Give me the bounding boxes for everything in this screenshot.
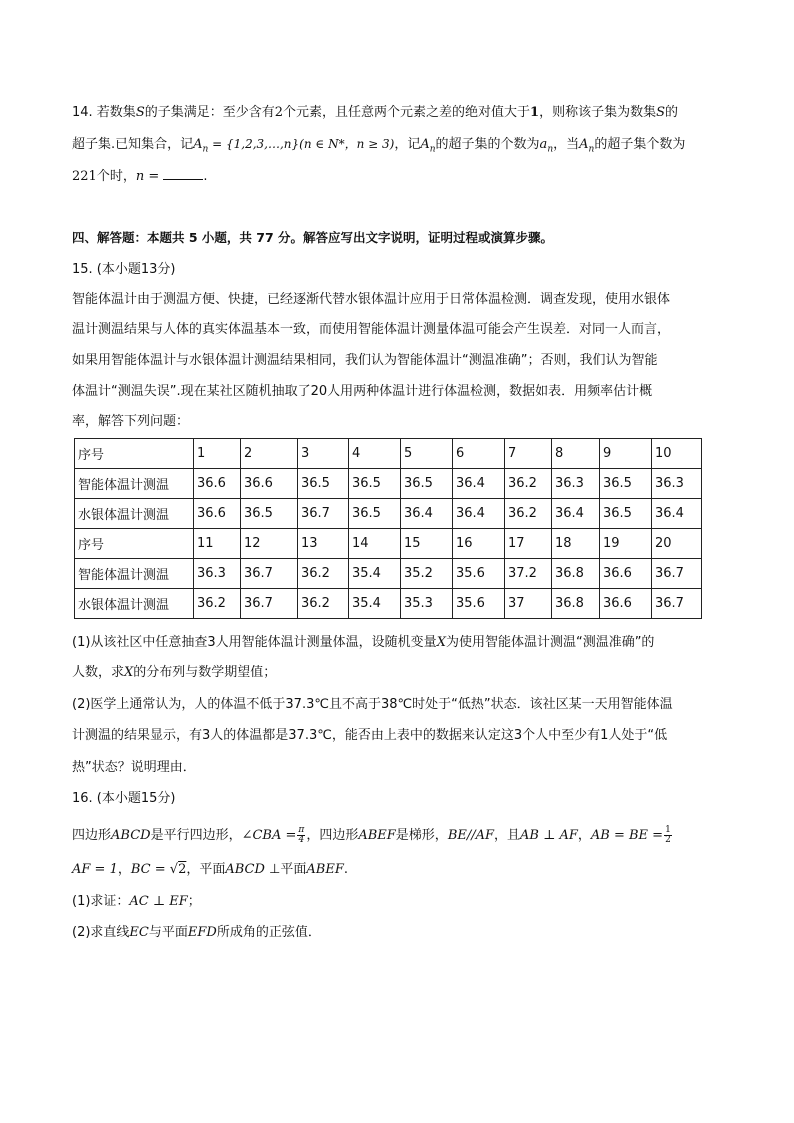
table-cell: 36.4	[453, 469, 505, 499]
table-cell: 36.5	[600, 469, 652, 499]
table-cell: 3	[298, 439, 349, 469]
math-sub-n: n	[547, 144, 554, 155]
q14-text: 的	[665, 105, 679, 120]
table-cell: 13	[298, 529, 349, 559]
q15-para: 如果用智能体温计与水银体温计测温结果相同，我们认为智能体温计“测温准确”；否则，我们认为智能	[72, 353, 658, 368]
table-cell: 36.5	[241, 499, 298, 529]
table-cell: 36.4	[552, 499, 600, 529]
table-cell: 36.6	[194, 469, 241, 499]
row-label: 序号	[75, 439, 194, 469]
table-cell: 36.5	[349, 499, 401, 529]
section-heading: 四、解答题：本题共 5 小题，共 77 分。解答应写出文字说明，证明过程或演算步骤。	[72, 230, 554, 245]
table-cell: 36.7	[241, 559, 298, 589]
q14-text: ，则称该子集为数集	[539, 105, 657, 120]
q14-line-1	[72, 104, 724, 121]
math-EFD: EFD	[187, 925, 217, 940]
table-cell: 36.7	[298, 499, 349, 529]
q15-para: 率，解答下列问题：	[72, 414, 190, 429]
table-cell: 20	[652, 529, 702, 559]
math-sub-n: n	[202, 144, 209, 155]
math-EC: EC	[129, 925, 149, 940]
math-be-af: BE//AF	[447, 828, 495, 843]
table-cell: 36.3	[552, 469, 600, 499]
q14-text: .	[203, 169, 208, 184]
math-af: AF = 1	[72, 862, 118, 877]
q15-para: 智能体温计由于测温方便、快捷，已经逐渐代替水银体温计应用于日常体温检测．调查发现，使用水银体	[72, 292, 671, 307]
table-cell: 36.6	[600, 559, 652, 589]
q14-text: 的超子集的个数为	[435, 137, 540, 152]
math-S: S	[135, 105, 145, 120]
q14-text: ，当	[553, 137, 580, 152]
q14-text: 的超子集个数为	[594, 137, 686, 152]
q16-sub1	[72, 893, 724, 910]
q16-text: ，四边形	[306, 828, 359, 843]
q14-text: ，记	[394, 137, 421, 152]
table-cell: 16	[453, 529, 505, 559]
answer-blank[interactable]	[163, 167, 203, 180]
q16-text: .	[343, 862, 348, 877]
fraction-1-2	[664, 826, 672, 845]
q16-text: 是梯形，	[395, 828, 448, 843]
math-ABEF: ABEF	[306, 862, 344, 877]
table-cell: 36.2	[505, 499, 552, 529]
q15-para: 温计测温结果与人体的真实体温基本一致，而使用智能体温计测量体温可能会产生误差．对同一人而言，	[72, 322, 671, 337]
math-ab-be: AB = BE =	[590, 828, 664, 843]
table-cell: 12	[241, 529, 298, 559]
table-cell: 35.4	[349, 589, 401, 619]
math-bc: BC =	[130, 862, 166, 877]
table-cell: 36.6	[600, 589, 652, 619]
q16-text: 四边形	[72, 828, 112, 843]
math-ABCD: ABCD	[111, 828, 151, 843]
table-cell: 36.5	[401, 469, 453, 499]
math-sub-n: n	[429, 144, 436, 155]
row-label: 序号	[75, 529, 194, 559]
math-a: a	[539, 137, 548, 152]
table-cell: 10	[652, 439, 702, 469]
math-ab-perp-af: AB ⊥ AF	[520, 828, 578, 843]
math-ABCD: ABCD	[225, 862, 265, 877]
math-ABEF: ABEF	[358, 828, 396, 843]
q14-line-3	[72, 167, 724, 185]
math-A: A	[579, 137, 589, 152]
q15-text: (1)从该社区中任意抽查3人用智能体温计测量体温，设随机变量	[72, 635, 437, 650]
frac-num: 1	[665, 825, 671, 835]
math-S: S	[656, 105, 665, 120]
q16-title: 16. (本小题15分)	[72, 791, 176, 806]
table-cell: 7	[505, 439, 552, 469]
table-cell: 36.3	[652, 469, 702, 499]
table-cell: 4	[349, 439, 401, 469]
table-cell: 9	[600, 439, 652, 469]
table-cell: 1	[194, 439, 241, 469]
q14-text: 个时，	[96, 169, 136, 184]
table-cell: 2	[241, 439, 298, 469]
table-cell: 36.8	[552, 559, 600, 589]
q14-number: 221	[72, 169, 97, 184]
q15-sub2: 热”状态？说明理由．	[72, 760, 196, 775]
q15-title: 15. (本小题13分)	[72, 262, 176, 277]
math-A: A	[420, 137, 430, 152]
math-2: 2	[274, 105, 284, 120]
table-cell: 15	[401, 529, 453, 559]
table-cell: 8	[552, 439, 600, 469]
table-cell: 36.3	[194, 559, 241, 589]
table-cell: 14	[349, 529, 401, 559]
q15-sub2: 计测温的结果显示，有3人的体温都是37.3℃，能否由上表中的数据来认定这3个人中至少有1人处于“低	[72, 728, 668, 743]
table-cell: 36.7	[652, 559, 702, 589]
table-cell: 36.2	[298, 559, 349, 589]
table-row	[75, 589, 702, 619]
q16-text: ，	[117, 862, 131, 877]
table-cell: 36.5	[349, 469, 401, 499]
math-ac-ef: AC ⊥ EF	[129, 894, 188, 909]
table-row	[75, 469, 702, 499]
q16-text: ，	[577, 828, 591, 843]
q16-text: ⊥平面	[269, 862, 307, 877]
q15-sub1-line1	[72, 634, 724, 651]
temperature-table	[74, 438, 702, 619]
q15-text: 为使用智能体温计测温“测温准确”的	[445, 635, 655, 650]
q15-sub1-line2	[72, 664, 724, 681]
q14-text: 超子集.已知集合，记	[72, 137, 194, 152]
math-A: A	[193, 137, 203, 152]
table-cell: 36.4	[401, 499, 453, 529]
q16-text: 与平面	[148, 925, 188, 940]
q14-line-2	[72, 136, 724, 159]
table-cell: 35.3	[401, 589, 453, 619]
frac-den: 2	[665, 835, 671, 845]
frac-den: 4	[298, 835, 305, 845]
row-label: 智能体温计测温	[75, 559, 194, 589]
q14-text: 的子集满足：至少含有	[144, 105, 275, 120]
q14-text: 14. 若数集	[72, 105, 136, 120]
table-cell: 37.2	[505, 559, 552, 589]
math-set-def: = {1,2,3,…,n}(n ∈ N*，n ≥ 3)	[208, 137, 395, 151]
table-row	[75, 499, 702, 529]
q16-text: 所成角的正弦值．	[216, 925, 321, 940]
table-row	[75, 559, 702, 589]
table-cell: 36.2	[194, 589, 241, 619]
math-1: 1	[530, 105, 540, 120]
table-cell: 18	[552, 529, 600, 559]
table-cell: 19	[600, 529, 652, 559]
q16-line-1	[72, 826, 724, 845]
table-cell: 36.5	[600, 499, 652, 529]
table-cell: 6	[453, 439, 505, 469]
table-cell: 36.6	[241, 469, 298, 499]
table-cell: 37	[505, 589, 552, 619]
table-cell: 36.7	[652, 589, 702, 619]
math-X: X	[436, 635, 446, 650]
q16-text: (2)求直线	[72, 925, 130, 940]
q16-text: ；	[187, 894, 201, 909]
row-label: 水银体温计测温	[75, 499, 194, 529]
math-sub-n: n	[588, 144, 595, 155]
q16-text: 是平行四边形，	[150, 828, 242, 843]
q16-text: ，平面	[186, 862, 226, 877]
q15-para: 体温计“测温失误”.现在某社区随机抽取了20人用两种体温计进行体温检测，数据如表．用频率估计概	[72, 384, 653, 399]
q15-text: 人数，求	[72, 665, 125, 680]
table-cell: 36.8	[552, 589, 600, 619]
q16-text: (1)求证：	[72, 894, 130, 909]
frac-num: π	[298, 825, 305, 835]
math-n-eq: n =	[135, 169, 160, 184]
q16-sub2	[72, 924, 724, 941]
table-row	[75, 439, 702, 469]
table-cell: 35.2	[401, 559, 453, 589]
q16-line-2	[72, 861, 724, 878]
table-cell: 36.4	[453, 499, 505, 529]
row-label: 水银体温计测温	[75, 589, 194, 619]
table-cell: 11	[194, 529, 241, 559]
row-label: 智能体温计测温	[75, 469, 194, 499]
table-cell: 36.5	[298, 469, 349, 499]
table-row	[75, 529, 702, 559]
table-cell: 35.6	[453, 589, 505, 619]
sqrt-symbol: √	[169, 862, 179, 877]
table-cell: 36.7	[241, 589, 298, 619]
table-cell: 5	[401, 439, 453, 469]
math-X: X	[124, 665, 134, 680]
table-cell: 36.2	[298, 589, 349, 619]
table-cell: 36.6	[194, 499, 241, 529]
fraction-pi-4	[297, 826, 305, 845]
math-angle: ∠CBA =	[241, 828, 297, 843]
table-cell: 35.4	[349, 559, 401, 589]
math-sqrt-2: 2	[178, 862, 187, 877]
table-cell: 35.6	[453, 559, 505, 589]
q15-sub2: (2)医学上通常认为，人的体温不低于37.3℃且不高于38℃时处于“低热”状态．该社区某一天用智能体温	[72, 697, 673, 712]
table-cell: 36.4	[652, 499, 702, 529]
table-cell: 17	[505, 529, 552, 559]
table-cell: 36.2	[505, 469, 552, 499]
q16-text: ，且	[494, 828, 521, 843]
q14-text: 个元素，且任意两个元素之差的绝对值大于	[283, 105, 531, 120]
q15-text: 的分布列与数学期望值；	[133, 665, 277, 680]
